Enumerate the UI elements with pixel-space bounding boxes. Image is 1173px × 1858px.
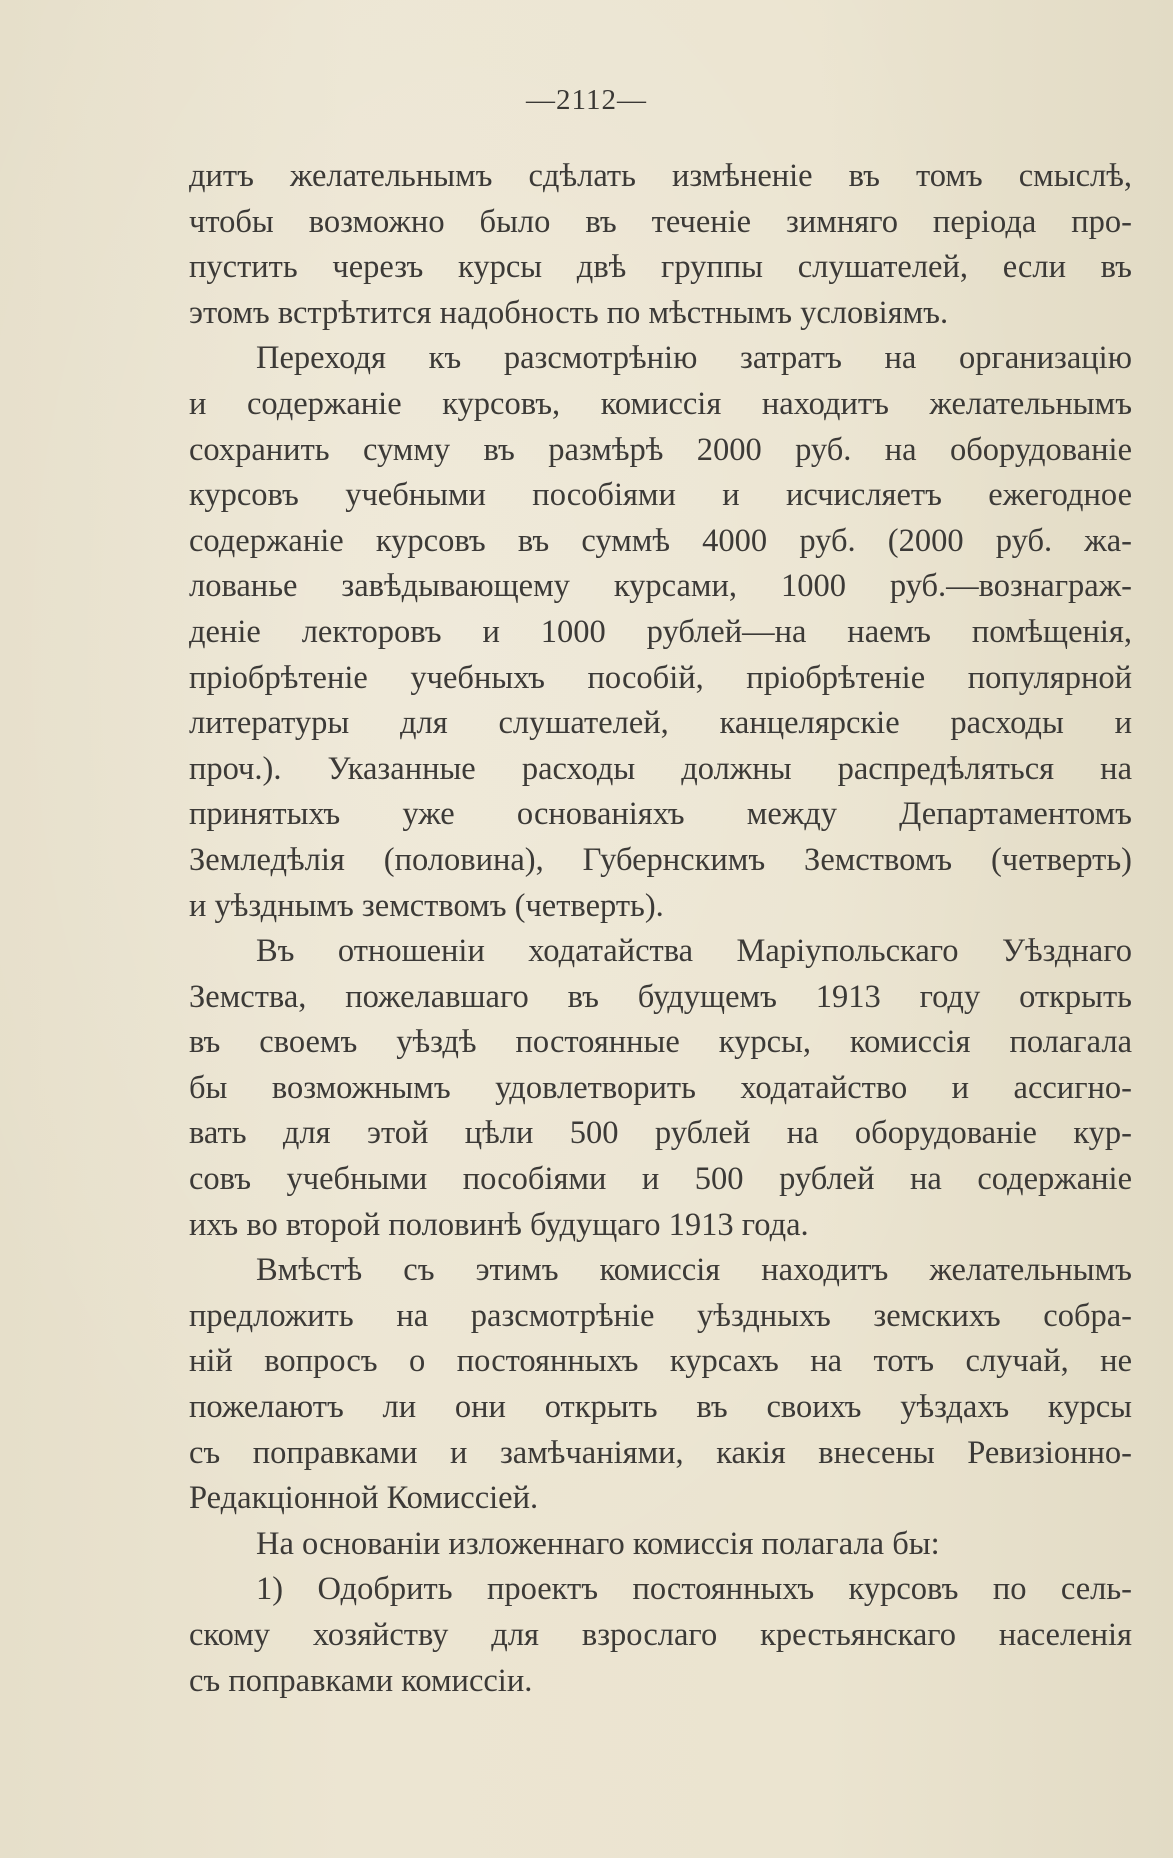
text-line: деніе лекторовъ и 1000 рублей—на наемъ помѣщенія,: [189, 613, 1132, 650]
text-line: ихъ во второй половинѣ будущаго 1913 года.: [189, 1206, 809, 1243]
text-line: бы возможнымъ удовлетворить ходатайство и ассигно-: [189, 1069, 1132, 1106]
text-line: съ поправками и замѣчаніями, какія внесены Ревизіонно-: [189, 1434, 1132, 1471]
text-line: На основаніи изложеннаго комиссія полагала бы:: [256, 1525, 940, 1562]
text-line: сохранить сумму въ размѣрѣ 2000 руб. на оборудованіе: [189, 431, 1132, 468]
text-line: Переходя къ разсмотрѣнію затратъ на организацію: [256, 340, 1132, 377]
text-line: предложить на разсмотрѣніе уѣздныхъ земскихъ собра-: [189, 1297, 1132, 1334]
text-line: и содержаніе курсовъ, комиссія находитъ желательнымъ: [189, 385, 1132, 422]
text-line: лованье завѣдывающему курсами, 1000 руб.—вознаграж-: [189, 568, 1132, 605]
text-line: пріобрѣтеніе учебныхъ пособій, пріобрѣтеніе популярной: [189, 659, 1132, 696]
text-line: пожелаютъ ли они открыть въ своихъ уѣздахъ курсы: [189, 1389, 1132, 1426]
text-line: дитъ желательнымъ сдѣлать измѣненіе въ томъ смыслѣ,: [189, 158, 1132, 194]
text-line: 1) Одобрить проектъ постоянныхъ курсовъ по сель-: [256, 1571, 1132, 1608]
text-line: Земледѣлія (половина), Губернскимъ Земствомъ (четверть): [189, 841, 1132, 878]
text-line: въ своемъ уѣздѣ постоянные курсы, комиссія полагала: [189, 1024, 1132, 1061]
text-line: ній вопросъ о постоянныхъ курсахъ на тотъ случай, не: [189, 1343, 1132, 1380]
text-line: литературы для слушателей, канцелярскіе расходы и: [189, 705, 1132, 742]
text-line: чтобы возможно было въ теченіе зимняго періода про-: [189, 203, 1132, 240]
text-line: съ поправками комиссіи.: [189, 1662, 533, 1699]
text-line: Въ отношеніи ходатайства Маріупольскаго Уѣзднаго: [256, 933, 1132, 970]
text-line: принятыхъ уже основаніяхъ между Департаментомъ: [189, 796, 1132, 833]
text-line: этомъ встрѣтится надобность по мѣстнымъ условіямъ.: [189, 294, 949, 331]
body-text: [189, 154, 1132, 1704]
text-line: курсовъ учебными пособіями и исчисляетъ ежегодное: [189, 477, 1132, 514]
text-line: и уѣзднымъ земствомъ (четверть).: [189, 887, 664, 924]
text-line: скому хозяйству для взрослаго крестьянскаго населенія: [189, 1617, 1132, 1653]
text-line: Вмѣстѣ съ этимъ комиссія находитъ желательнымъ: [256, 1252, 1132, 1289]
text-line: содержаніе курсовъ въ суммѣ 4000 руб. (2000 руб. жа-: [189, 522, 1132, 559]
text-line: пустить черезъ курсы двѣ группы слушателей, если въ: [189, 249, 1132, 286]
text-line: Редакціонной Комиссіей.: [189, 1480, 539, 1517]
page-number: —2112—: [526, 84, 647, 116]
text-line: проч.). Указанные расходы должны распредѣляться на: [189, 750, 1132, 787]
text-line: вать для этой цѣли 500 рублей на оборудованіе кур-: [189, 1115, 1132, 1152]
text-line: совъ учебными пособіями и 500 рублей на содержаніе: [189, 1161, 1132, 1198]
text-line: Земства, пожелавшаго въ будущемъ 1913 году открыть: [189, 978, 1132, 1015]
